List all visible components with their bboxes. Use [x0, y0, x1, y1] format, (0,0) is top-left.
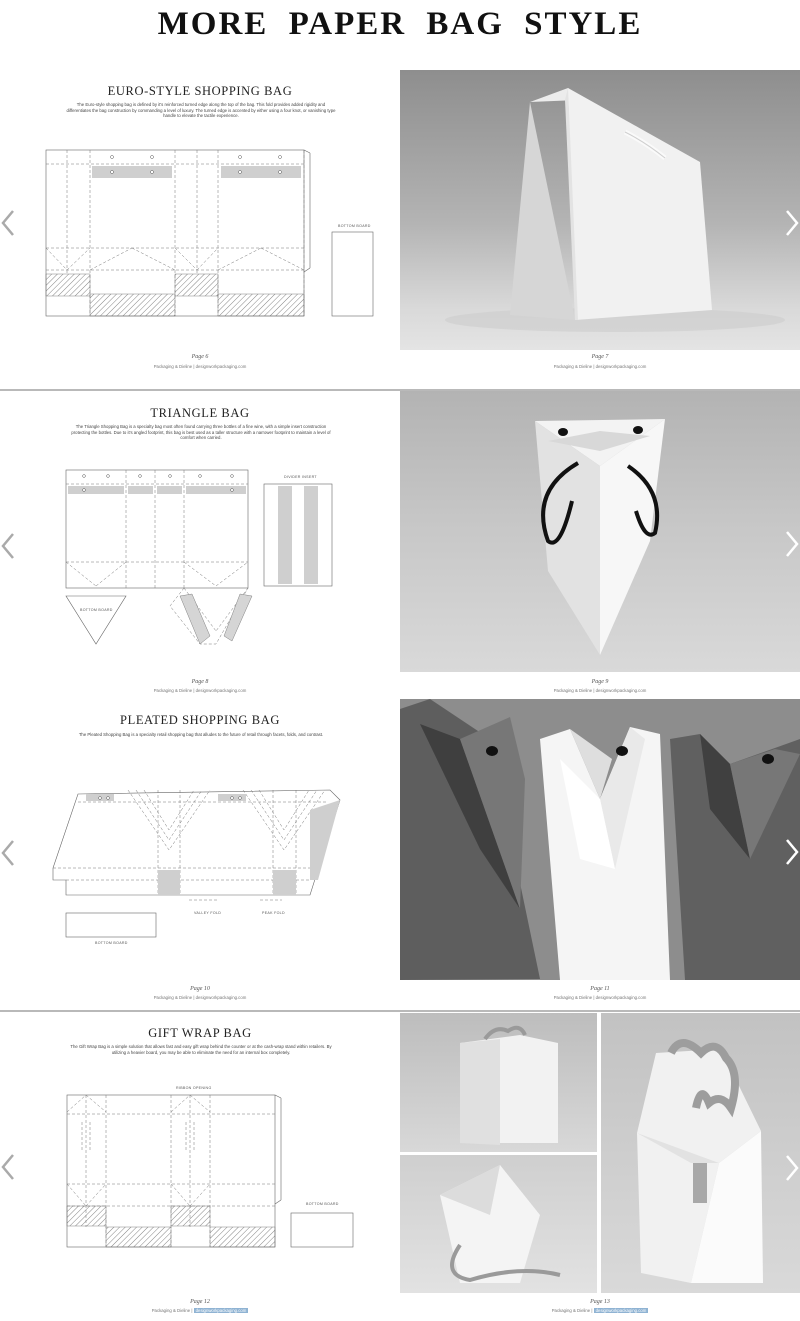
- gift-bag-ribbon-photo: [601, 1013, 800, 1293]
- chevron-right-icon[interactable]: [784, 837, 800, 867]
- section-description: The Triangle Shopping Bag is a specialty bag most often found carrying three bottles of a fine wine, with a simple insert construction protecting the bottles. Due to it's angled footprint, this bag is best used as a taller structure with a narrower footprint to maintain a level of comfort when carried.: [71, 424, 331, 441]
- ribbon-opening-label: RIBBON OPENING: [176, 1086, 212, 1090]
- footer-website-link[interactable]: designworkpackaging.com: [195, 1308, 247, 1313]
- section-title: PLEATED SHOPPING BAG: [120, 713, 280, 727]
- dieline-diagram: [40, 144, 390, 319]
- divider-insert-label: DIVIDER INSERT: [284, 475, 317, 479]
- page-footer-left: Packaging & Dieline | designworkpackaging.com: [153, 364, 247, 369]
- section-description: The Pleated Shopping Bag is a specialty retail shopping bag that alludes to the future of retail through facets, folds, and contrast.: [78, 732, 324, 737]
- section-euro-style: [0, 62, 800, 384]
- peak-fold-label: PEAK FOLD: [262, 911, 285, 915]
- page-footer-left: Packaging & Dieline | designworkpackaging.com: [153, 995, 247, 1000]
- dieline-diagram: [48, 780, 348, 950]
- chevron-left-icon[interactable]: [0, 208, 16, 238]
- gift-bag-closed-photo: [400, 1013, 597, 1152]
- section-gift-wrap: [0, 1012, 800, 1321]
- dieline-diagram: [60, 466, 350, 651]
- page-number-left: Page 12: [190, 1299, 210, 1305]
- chevron-left-icon[interactable]: [0, 838, 16, 868]
- page-footer-left: [100, 1308, 300, 1313]
- pleated-bag-photo: [400, 699, 800, 980]
- page-number-right: Page 13: [590, 1299, 610, 1305]
- section-title: GIFT WRAP BAG: [148, 1026, 252, 1040]
- chevron-left-icon[interactable]: [0, 531, 16, 561]
- page-number-right: Page 11: [590, 986, 610, 992]
- section-pleated: [0, 698, 800, 1008]
- footer-prefix: Packaging & Dieline |: [551, 1308, 593, 1313]
- bottom-board-label: BOTTOM BOARD: [80, 608, 113, 612]
- spread-left-page: [0, 391, 400, 697]
- bottom-board-label: BOTTOM BOARD: [306, 1202, 339, 1206]
- chevron-right-icon[interactable]: [784, 1153, 800, 1183]
- page-number-left: Page 6: [191, 354, 209, 360]
- chevron-left-icon[interactable]: [0, 1152, 16, 1182]
- dieline-diagram: [62, 1092, 362, 1252]
- page-footer-left: Packaging & Dieline | designworkpackaging.com: [153, 688, 247, 693]
- footer-website-link[interactable]: designworkpackaging.com: [595, 1308, 647, 1313]
- triangle-bag-photo: [400, 391, 800, 672]
- page-number-left: Page 10: [190, 986, 210, 992]
- section-triangle: [0, 391, 800, 697]
- page-footer-right: Packaging & Dieline | designworkpackaging.com: [553, 995, 647, 1000]
- gift-bag-open-photo: [400, 1155, 597, 1293]
- footer-prefix: Packaging & Dieline |: [151, 1308, 193, 1313]
- section-title: TRIANGLE BAG: [150, 406, 250, 420]
- spread-left-page: [0, 698, 400, 1008]
- valley-fold-label: VALLEY FOLD: [194, 911, 222, 915]
- page-footer-right: [500, 1308, 700, 1313]
- section-title: EURO-STYLE SHOPPING BAG: [107, 84, 293, 98]
- section-description: The Euro-style shopping bag is defined by it's reinforced turned edge along the top of the bag. This fold provides added rigidity and differentiates the bag construction by commanding a level of luxury. The turned edge is accented by either using a four knot, or vanishing type handle to elevate the tactile experience.: [66, 102, 336, 119]
- bottom-board-label: BOTTOM BOARD: [95, 941, 128, 945]
- euro-bag-photo: [400, 70, 800, 350]
- page-number-left: Page 8: [191, 679, 209, 685]
- page-number-right: Page 7: [591, 354, 609, 360]
- spread-left-page: [0, 1012, 400, 1321]
- chevron-right-icon[interactable]: [784, 529, 800, 559]
- page-header: [0, 0, 800, 58]
- page-title: MORE PAPER BAG STYLE: [157, 6, 643, 42]
- bottom-board-label: BOTTOM BOARD: [338, 224, 371, 228]
- page-footer-right: Packaging & Dieline | designworkpackaging.com: [553, 364, 647, 369]
- page-footer-right: Packaging & Dieline | designworkpackaging.com: [553, 688, 647, 693]
- spread-left-page: [0, 62, 400, 384]
- chevron-right-icon[interactable]: [784, 208, 800, 238]
- page-number-right: Page 9: [591, 679, 609, 685]
- section-description: The Gift Wrap Bag is a simple solution that allows fast and easy gift wrap behind the counter or at the cash-wrap stand within retailers. By utilizing a heavier board, you may be able to eliminate the need for an internal box completely.: [70, 1044, 332, 1055]
